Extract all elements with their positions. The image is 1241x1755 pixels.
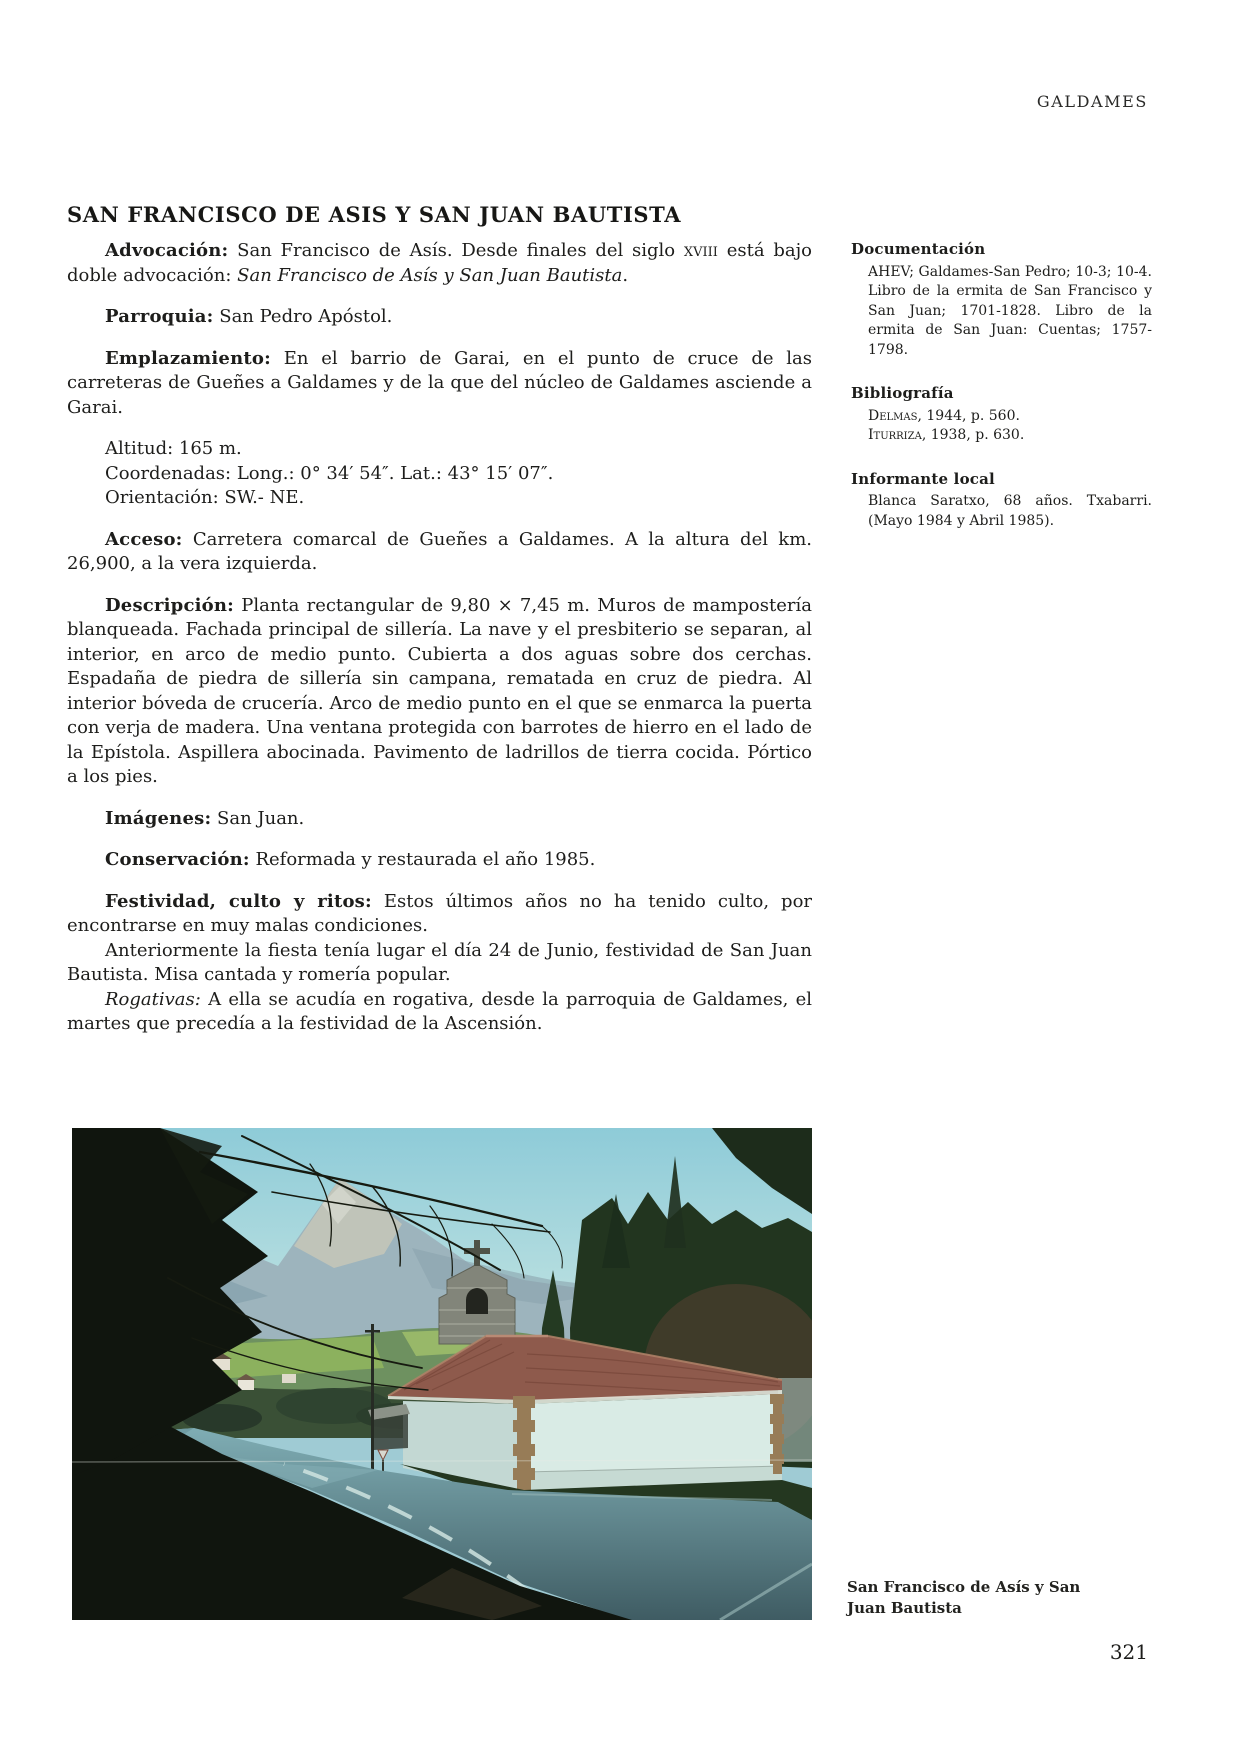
advocacion-text2: está bajo doble advocación:: [67, 240, 812, 286]
paragraph-festividad-2: [67, 939, 812, 988]
page-title: SAN FRANCISCO DE ASIS Y SAN JUAN BAUTISTA: [67, 202, 682, 228]
bibliography-ref: , 1938, p. 630.: [921, 427, 1025, 443]
paragraph-acceso: [67, 528, 812, 577]
paragraph-festividad: [67, 890, 812, 939]
documentation-block: [851, 240, 1152, 360]
photo-caption: San Francisco de Asís y San Juan Bautista: [847, 1578, 1081, 1617]
festividad-text-2: Anteriormente la fiesta tenía lugar el día 24 de Junio, festividad de San Juan Bautista. Misa cantada y romería popular.: [67, 939, 812, 985]
technical-data-lines: [67, 437, 812, 511]
acceso-label: Acceso:: [105, 528, 183, 550]
paragraph-parroquia: [67, 305, 812, 330]
descripcion-text: Planta rectangular de 9,80 × 7,45 m. Muros de mampostería blanqueada. Fachada principal de sillería. La nave y el presbiterio se separan, al interior, en arco de medio punto. Cubierta a dos aguas sobre dos cerchas. Espadaña de piedra de sillería sin campana, rematada en cruz de piedra. Al interior bóveda de crucería. Arco de medio punto en el que se enmarca la puerta con verja de madera. Una ventana protegida con barrotes de hierro en el lado de la Epístola. Aspillera abocinada. Pavimento de ladrillos de tierra cocida. Pórtico a los pies.: [67, 594, 812, 787]
article-body: [67, 239, 812, 1037]
paragraph-descripcion: [67, 594, 812, 790]
imagenes-label: Imágenes:: [105, 807, 212, 829]
running-header: GALDAMES: [1036, 92, 1148, 111]
parroquia-text: San Pedro Apóstol.: [213, 306, 393, 327]
bibliography-item: [868, 426, 1152, 446]
chapel-portico-shed: [368, 1404, 410, 1450]
paragraph-rogativas: [67, 988, 812, 1037]
bibliography-ref: , 1944, p. 560.: [917, 407, 1020, 424]
hermitage-photo: [72, 1128, 812, 1620]
bibliography-block: [851, 384, 1152, 446]
paragraph-imagenes: [67, 807, 812, 832]
emplazamiento-text: En el barrio de Garai, en el punto de cruce de las carreteras de Gueñes a Galdames y de la que del núcleo de Galdames asciende a Garai.: [67, 347, 812, 418]
paragraph-conservacion: [67, 848, 812, 873]
bibliography-author: Delmas: [868, 407, 918, 424]
advocacion-label: Advocación:: [105, 240, 229, 261]
orientation-line: Orientación: SW.- NE.: [105, 487, 305, 508]
descripcion-label: Descripción:: [105, 594, 234, 616]
advocacion-period: .: [622, 264, 629, 286]
coordinates-line: Coordenadas: Long.: 0° 34′ 54″. Lat.: 43° 15′ 07″.: [105, 462, 554, 484]
bibliography-heading: Bibliografía: [851, 384, 954, 402]
acceso-text: Carretera comarcal de Gueñes a Galdames. A la altura del km. 26,900, a la vera izquierda.: [67, 528, 812, 574]
reference-sidebar: [851, 240, 1152, 555]
rogativas-label: Rogativas:: [105, 988, 201, 1010]
imagenes-text: San Juan.: [211, 807, 305, 829]
advocacion-italic: San Francisco de Asís y San Juan Bautista: [237, 264, 623, 286]
paragraph-emplazamiento: [67, 347, 812, 421]
century-smallcaps: xviii: [683, 240, 718, 261]
emplazamiento-label: Emplazamiento:: [105, 347, 271, 369]
advocacion-text: San Francisco de Asís. Desde finales del siglo: [228, 240, 684, 261]
informant-text: Blanca Saratxo, 68 años. Txabarri. (Mayo 1984 y Abril 1985).: [868, 493, 1152, 529]
altitude-line: Altitud: 165 m.: [105, 438, 242, 459]
page-number: 321: [1109, 1640, 1148, 1664]
bibliography-item: [868, 407, 1152, 427]
conservacion-label: Conservación:: [105, 849, 250, 870]
documentation-text: AHEV; Galdames-San Pedro; 10-3; 10-4. Libro de la ermita de San Francisco y San Juan; 1701-1828. Libro de la ermita de San Juan: Cuentas; 1757-1798.: [868, 263, 1152, 358]
conservacion-text: Reformada y restaurada el año 1985.: [249, 849, 596, 870]
rogativas-text: A ella se acudía en rogativa, desde la parroquia de Galdames, el martes que precedía a la festividad de la Ascensión.: [67, 988, 812, 1034]
parroquia-label: Parroquia:: [105, 306, 214, 327]
documentation-heading: Documentación: [851, 240, 986, 258]
informant-heading: Informante local: [851, 469, 995, 488]
paragraph-advocacion: [67, 239, 812, 288]
festividad-text: Estos últimos años no ha tenido culto, por encontrarse en muy malas condiciones.: [67, 890, 813, 936]
festividad-label: Festividad, culto y ritos:: [105, 890, 372, 912]
road-sign: [378, 1450, 388, 1460]
bibliography-author: Iturriza: [868, 427, 922, 443]
informant-block: [851, 470, 1152, 532]
